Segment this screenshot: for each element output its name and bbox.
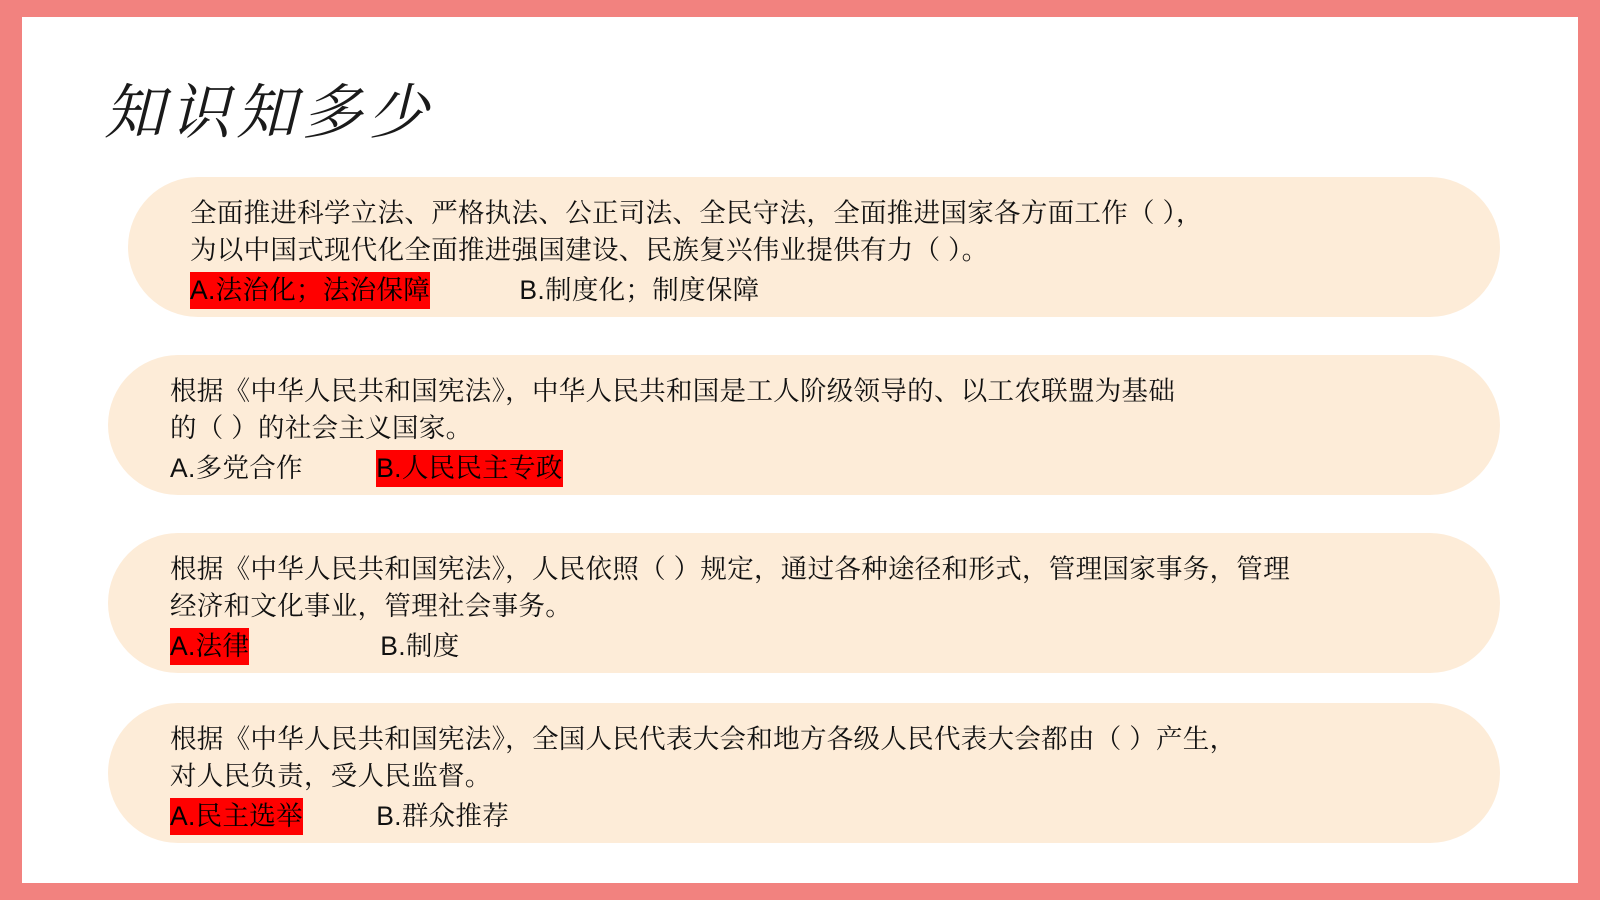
page-title: 知识知多少 xyxy=(104,80,434,146)
question-line: 的（ ）的社会主义国家。 xyxy=(170,413,473,443)
option-a[interactable]: A.多党合作 xyxy=(170,453,303,483)
question-line: 为以中国式现代化全面推进强国建设、民族复兴伟业提供有力（ ）。 xyxy=(190,235,989,265)
question-card-2 xyxy=(108,355,1500,495)
option-b[interactable]: B.群众推荐 xyxy=(376,801,510,831)
question-card-3 xyxy=(108,533,1500,673)
question-line: 全面推进科学立法、严格执法、公正司法、全民守法，全面推进国家各方面工作（ ）， xyxy=(190,198,1203,228)
question-card-4 xyxy=(108,703,1500,843)
option-row xyxy=(170,450,1440,487)
slide-content-area xyxy=(22,17,1578,883)
question-line: 经济和文化事业，管理社会事务。 xyxy=(170,591,572,621)
question-card-1 xyxy=(128,177,1500,317)
question-line: 根据《中华人民共和国宪法》，人民依照（ ）规定，通过各种途径和形式，管理国家事务，管理 xyxy=(170,554,1291,584)
option-a[interactable]: A.法律 xyxy=(170,628,249,665)
option-a[interactable]: A.法治化；法治保障 xyxy=(190,272,430,309)
option-row xyxy=(170,628,1440,665)
option-row xyxy=(190,272,1440,309)
question-line: 根据《中华人民共和国宪法》，全国人民代表大会和地方各级人民代表大会都由（ ）产生， xyxy=(170,724,1237,754)
option-b[interactable]: B.人民民主专政 xyxy=(376,450,562,487)
question-line: 根据《中华人民共和国宪法》，中华人民共和国是工人阶级领导的、以工农联盟为基础 xyxy=(170,376,1176,406)
option-a[interactable]: A.民主选举 xyxy=(170,798,303,835)
option-row xyxy=(170,798,1440,835)
option-b[interactable]: B.制度化；制度保障 xyxy=(519,275,760,305)
question-line: 对人民负责，受人民监督。 xyxy=(170,761,492,791)
option-b[interactable]: B.制度 xyxy=(380,631,460,661)
